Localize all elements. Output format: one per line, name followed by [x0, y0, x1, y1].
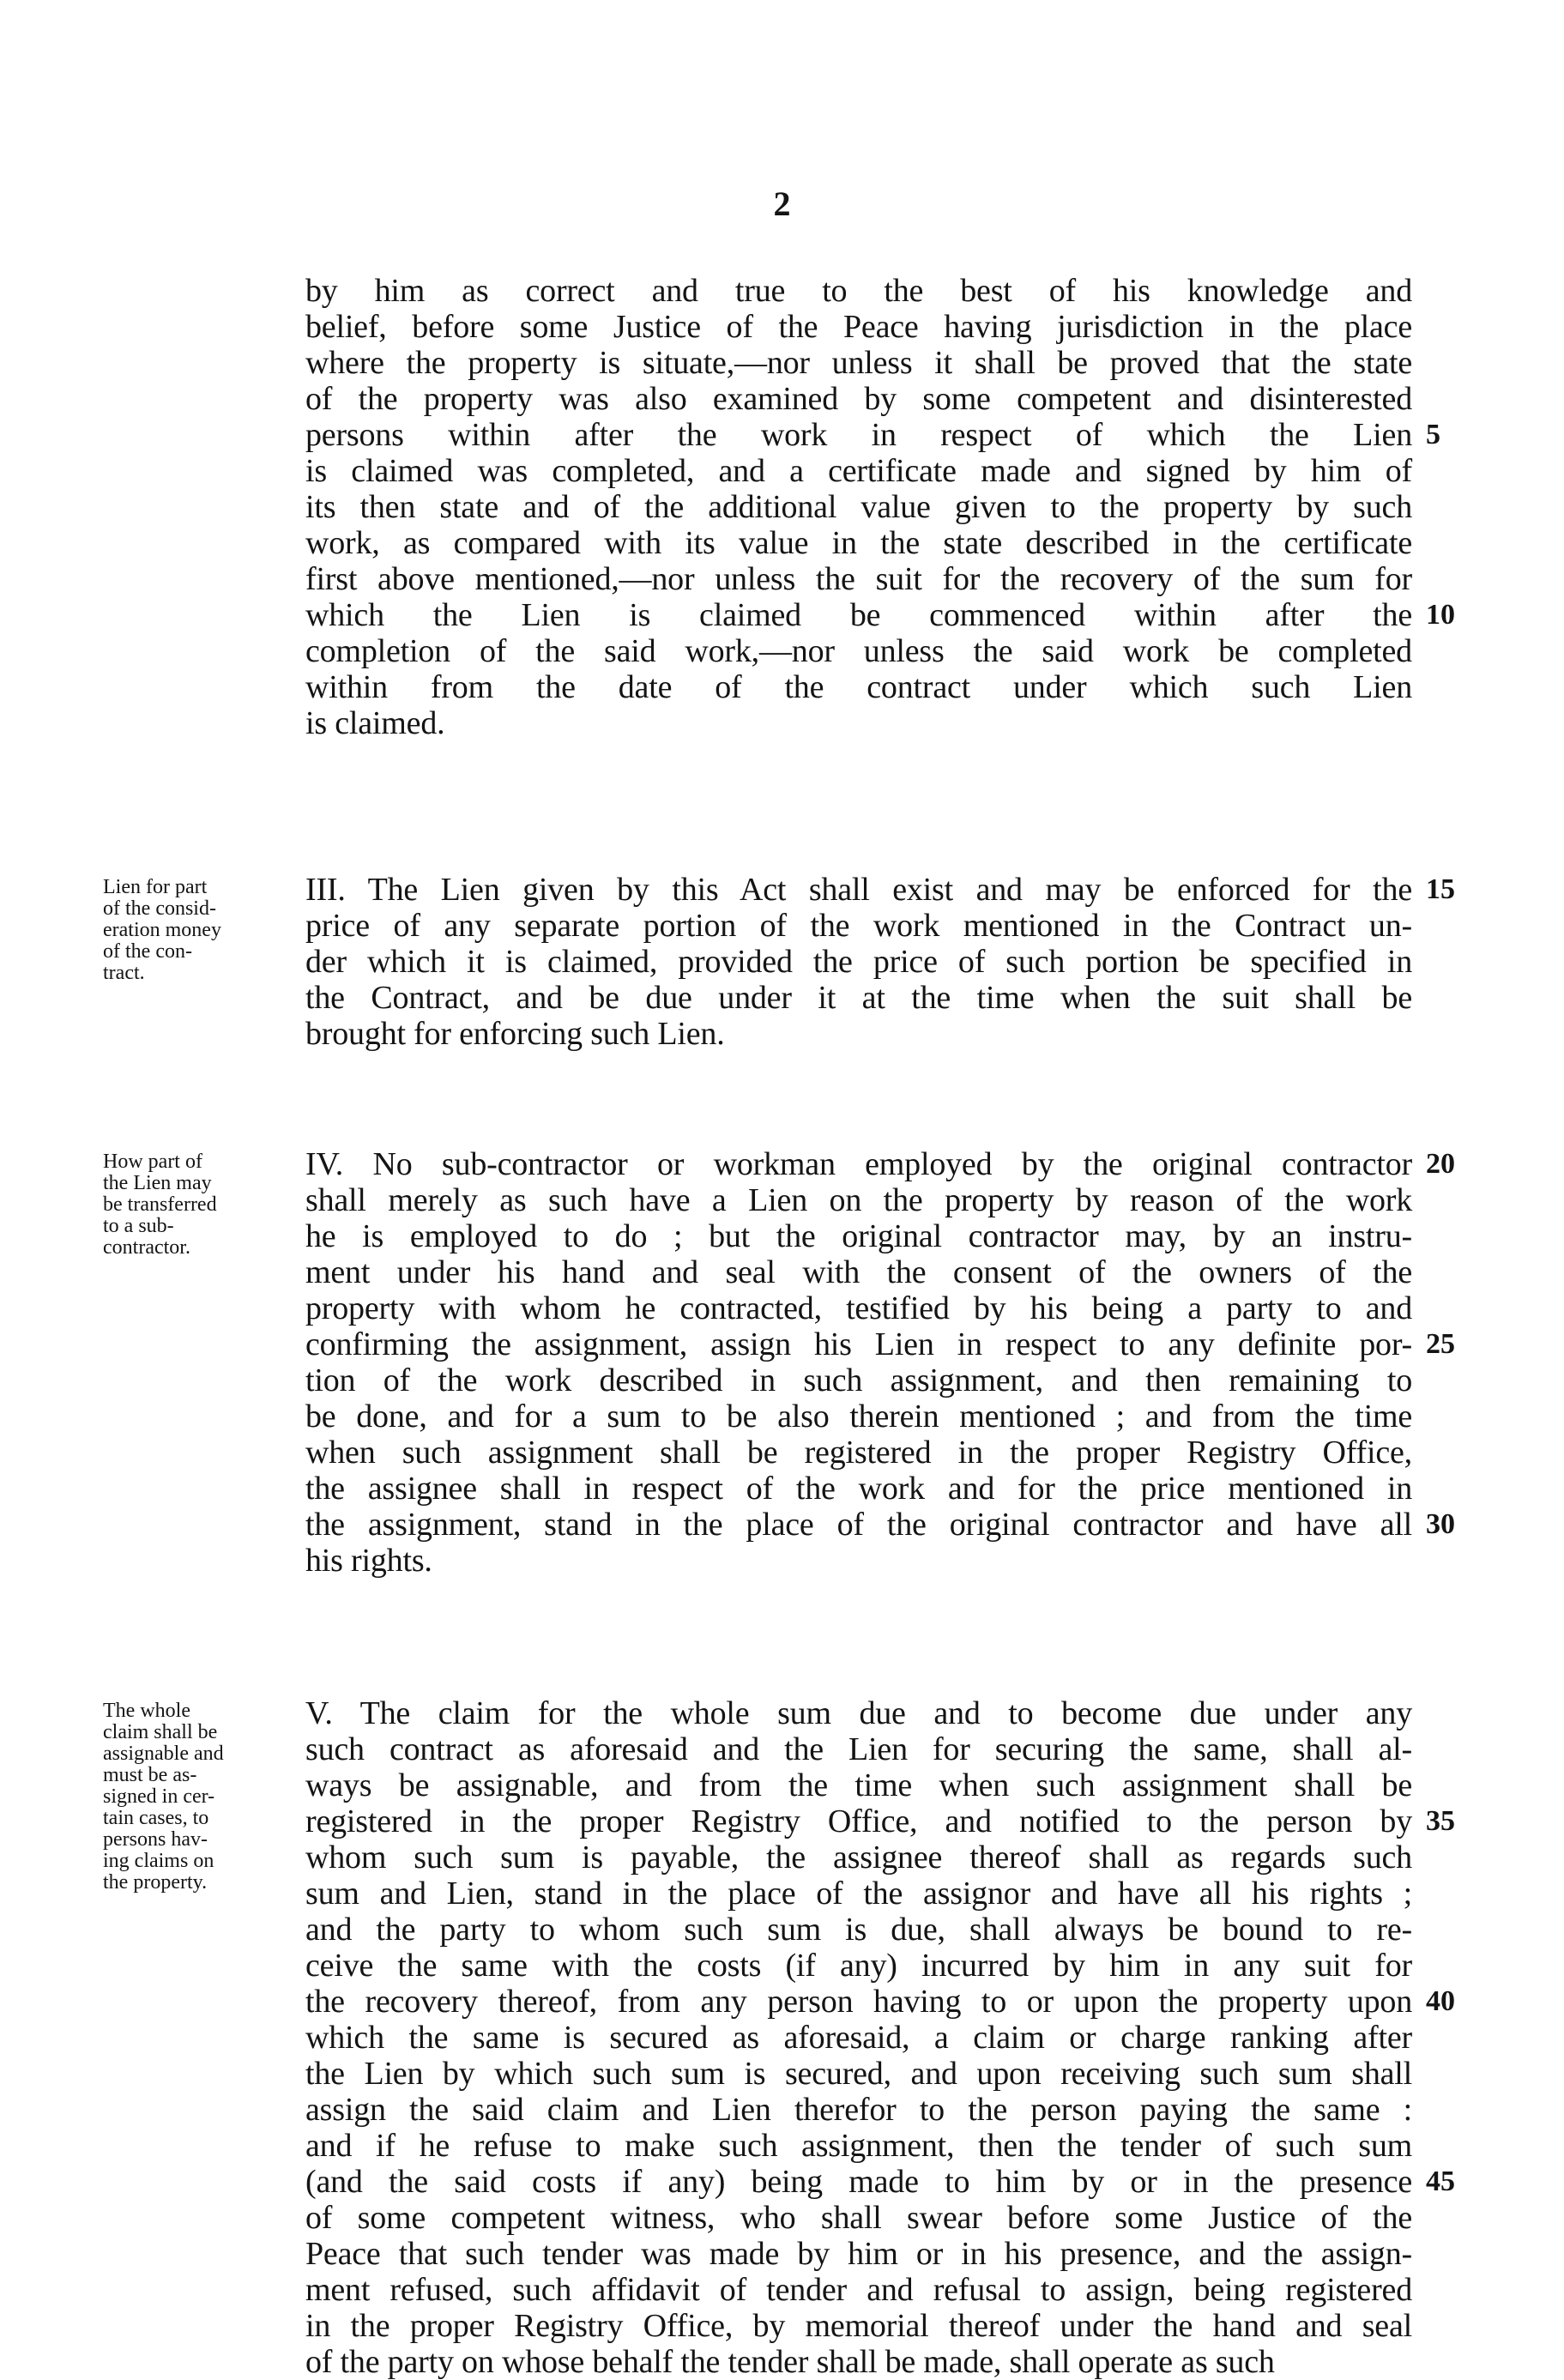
margin-note [103, 877, 300, 984]
text-line: by him as correct and true to the best of his knowledge and [305, 273, 1412, 309]
text-line: and if he refuse to make such assignment, then the tender of such sum [305, 2128, 1412, 2164]
line-number: 5 [1426, 419, 1440, 450]
line-number: 45 [1426, 2166, 1455, 2197]
margin-note-line: ing claims on [103, 1850, 214, 1872]
margin-note-line: eration money [103, 919, 221, 941]
text-line: whom such sum is payable, the assignee thereof shall as regards such [305, 1839, 1412, 1876]
text-line: belief, before some Justice of the Peace having jurisdiction in the place [305, 309, 1412, 345]
margin-note-line: of the con- [103, 940, 192, 963]
text-line: V. The claim for the whole sum due and to become due under any [305, 1695, 1412, 1731]
margin-note-line: Lien for part [103, 876, 208, 898]
text-line: which the Lien is claimed be commenced within after the [305, 597, 1412, 633]
text-line: brought for enforcing such Lien. [305, 1016, 725, 1052]
margin-note-line: assignable and [103, 1743, 224, 1765]
margin-note-line: tain cases, to [103, 1807, 209, 1829]
text-line: registered in the proper Registry Office, and notified to the person by [305, 1803, 1412, 1839]
margin-note-line: to a sub- [103, 1215, 174, 1237]
line-number: 25 [1426, 1328, 1455, 1360]
text-line: ment refused, such affidavit of tender and refusal to assign, being registered [305, 2272, 1412, 2308]
text-line: he is employed to do ; but the original contractor may, by an instru- [305, 1218, 1412, 1254]
text-line: price of any separate portion of the work mentioned in the Contract un- [305, 908, 1412, 944]
text-line: which the same is secured as aforesaid, a claim or charge ranking after [305, 2020, 1412, 2056]
text-line: in the proper Registry Office, by memorial thereof under the hand and seal [305, 2308, 1412, 2344]
text-line: persons within after the work in respect of which the Lien [305, 417, 1412, 453]
text-line: of some competent witness, who shall swear before some Justice of the [305, 2200, 1412, 2236]
text-line: tion of the work described in such assignment, and then remaining to [305, 1362, 1412, 1398]
text-line: the Contract, and be due under it at the time when the suit shall be [305, 980, 1412, 1016]
text-line: of the property was also examined by some competent and disinterested [305, 381, 1412, 417]
text-line: its then state and of the additional value given to the property by such [305, 489, 1412, 525]
text-line: the Lien by which such sum is secured, and upon receiving such sum shall [305, 2056, 1412, 2092]
margin-note-line: persons hav- [103, 1828, 208, 1851]
line-number: 20 [1426, 1148, 1455, 1180]
text-line: within from the date of the contract under which such Lien [305, 669, 1412, 705]
margin-note-line: signed in cer- [103, 1785, 215, 1808]
text-line: confirming the assignment, assign his Lien in respect to any definite por- [305, 1326, 1412, 1362]
text-line: III. The Lien given by this Act shall exist and may be enforced for the [305, 872, 1412, 908]
margin-note-line: of the consid- [103, 897, 216, 920]
line-number: 10 [1426, 599, 1455, 631]
text-line: the assignment, stand in the place of the original contractor and have all [305, 1507, 1412, 1543]
text-line: ceive the same with the costs (if any) incurred by him in any suit for [305, 1948, 1412, 1984]
text-line: shall merely as such have a Lien on the property by reason of the work [305, 1182, 1412, 1218]
margin-note [103, 1151, 300, 1259]
margin-note-line: The whole [103, 1700, 190, 1722]
text-line: ways be assignable, and from the time when such assignment shall be [305, 1767, 1412, 1803]
text-line: when such assignment shall be registered in the proper Registry Office, [305, 1435, 1412, 1471]
text-line: (and the said costs if any) being made to him by or in the presence [305, 2164, 1412, 2200]
margin-note [103, 1700, 300, 1894]
text-line: is claimed was completed, and a certificate made and signed by him of [305, 453, 1412, 489]
line-number: 40 [1426, 1985, 1455, 2017]
text-line: where the property is situate,—nor unless it shall be proved that the state [305, 345, 1412, 381]
text-line: of the party on whose behalf the tender shall be made, shall operate as such [305, 2344, 1275, 2380]
text-line: first above mentioned,—nor unless the suit for the recovery of the sum for [305, 561, 1412, 597]
text-line: work, as compared with its value in the state described in the certificate [305, 525, 1412, 561]
line-number: 15 [1426, 873, 1455, 905]
text-line: be done, and for a sum to be also therein mentioned ; and from the time [305, 1398, 1412, 1435]
text-line: is claimed. [305, 705, 445, 741]
text-line: sum and Lien, stand in the place of the assignor and have all his rights ; [305, 1876, 1412, 1912]
margin-note-line: the Lien may [103, 1172, 212, 1194]
page-number: 2 [773, 184, 791, 223]
text-line: property with whom he contracted, testified by his being a party to and [305, 1290, 1412, 1326]
text-line: such contract as aforesaid and the Lien for securing the same, shall al- [305, 1731, 1412, 1767]
margin-note-line: How part of [103, 1151, 202, 1173]
text-line: the recovery thereof, from any person having to or upon the property upon [305, 1984, 1412, 2020]
margin-note-line: claim shall be [103, 1721, 218, 1743]
text-line: the assignee shall in respect of the work and for the price mentioned in [305, 1471, 1412, 1507]
margin-note-line: contractor. [103, 1236, 190, 1259]
text-line: assign the said claim and Lien therefor to the person paying the same : [305, 2092, 1412, 2128]
text-line: and the party to whom such sum is due, shall always be bound to re- [305, 1912, 1412, 1948]
text-line: Peace that such tender was made by him or in his presence, and the assign- [305, 2236, 1412, 2272]
line-number: 35 [1426, 1805, 1455, 1837]
margin-note-line: tract. [103, 962, 145, 984]
margin-note-line: be transferred [103, 1193, 217, 1216]
text-line: completion of the said work,—nor unless the said work be completed [305, 633, 1412, 669]
margin-note-line: must be as- [103, 1764, 197, 1786]
text-line: his rights. [305, 1543, 432, 1579]
text-line: ment under his hand and seal with the consent of the owners of the [305, 1254, 1412, 1290]
text-line: der which it is claimed, provided the price of such portion be specified in [305, 944, 1412, 980]
margin-note-line: the property. [103, 1871, 208, 1894]
line-number: 30 [1426, 1508, 1455, 1540]
text-line: IV. No sub-contractor or workman employed by the original contractor [305, 1146, 1412, 1182]
